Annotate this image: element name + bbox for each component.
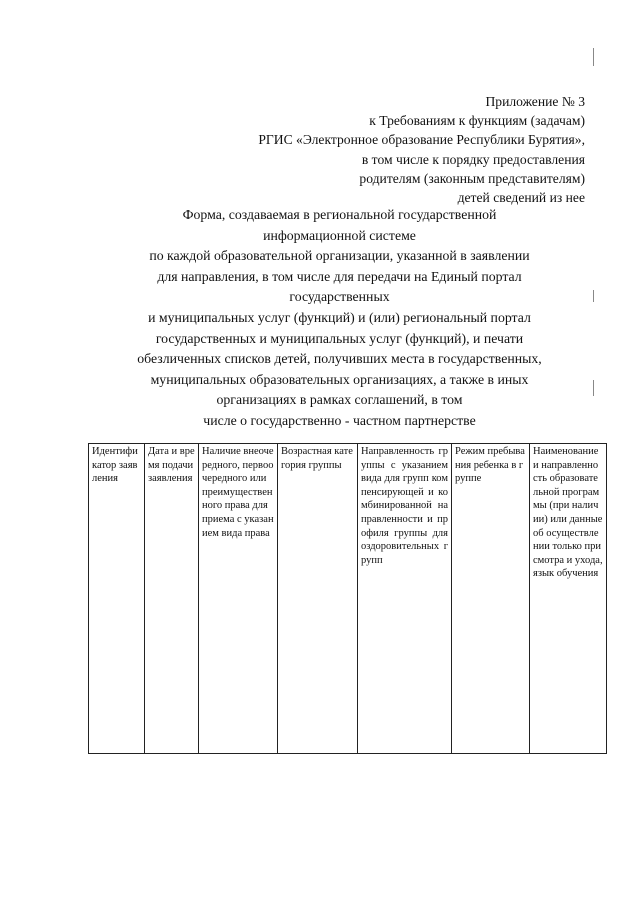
appendix-block (165, 92, 585, 207)
column-header-applicant-id: Идентификатор заявления (89, 444, 145, 754)
appendix-line: к Требованиям к функциям (задачам) (369, 113, 585, 129)
appendix-line: РГИС «Электронное образование Республики Бурятия», (258, 132, 585, 148)
appendix-line: в том числе к порядку предоставления (361, 151, 585, 167)
title-line: муниципальных образовательных организациях, а также в иных (150, 371, 529, 387)
form-table (88, 443, 607, 754)
margin-mark (593, 48, 594, 66)
title-line: для направления, в том числе для передачи на Единый портал (157, 268, 522, 284)
column-header-program-name: Наименование и направленность образовательной программы (при наличии) или данные об осуществлении только присмотра и ухода, язык обучения (530, 444, 607, 754)
column-header-stay-mode: Режим пребывания ребенка в группе (452, 444, 530, 754)
column-header-submission-date: Дата и время подачи заявления (145, 444, 199, 754)
title-line: обезличенных списков детей, получивших места в государственных, (137, 351, 542, 367)
column-header-age-category: Возрастная категория группы (278, 444, 358, 754)
appendix-line: Приложение № 3 (485, 94, 585, 109)
appendix-line: детей сведений из нее (457, 190, 585, 206)
title-line: государственных и муниципальных услуг (функций), и печати (155, 330, 524, 346)
title-line: и муниципальных услуг (функций) и (или) региональный портал (148, 309, 531, 325)
column-header-priority-right: Наличие внеочередного, первоочередного или преимущественного права для приема с указанием вида права (199, 444, 278, 754)
margin-mark (593, 290, 594, 302)
form-title (62, 205, 617, 432)
appendix-line: родителям (законным представителям) (359, 170, 585, 186)
title-line: числе о государственно - частном партнерстве (203, 412, 476, 428)
title-line: организациях в рамках соглашений, в том (216, 392, 463, 408)
title-line: государственных (289, 289, 390, 305)
title-line: информационной системе (263, 227, 416, 243)
title-line: Форма, создаваемая в региональной государственной (182, 207, 497, 222)
column-header-group-orientation: Направленность группы с указанием вида для групп компенсирующей и комбинированной направленности и профиля группы для оздоровительных групп (358, 444, 452, 754)
title-line: по каждой образовательной организации, указанной в заявлении (149, 248, 530, 264)
table-header-row (89, 444, 607, 754)
margin-mark (593, 380, 594, 396)
